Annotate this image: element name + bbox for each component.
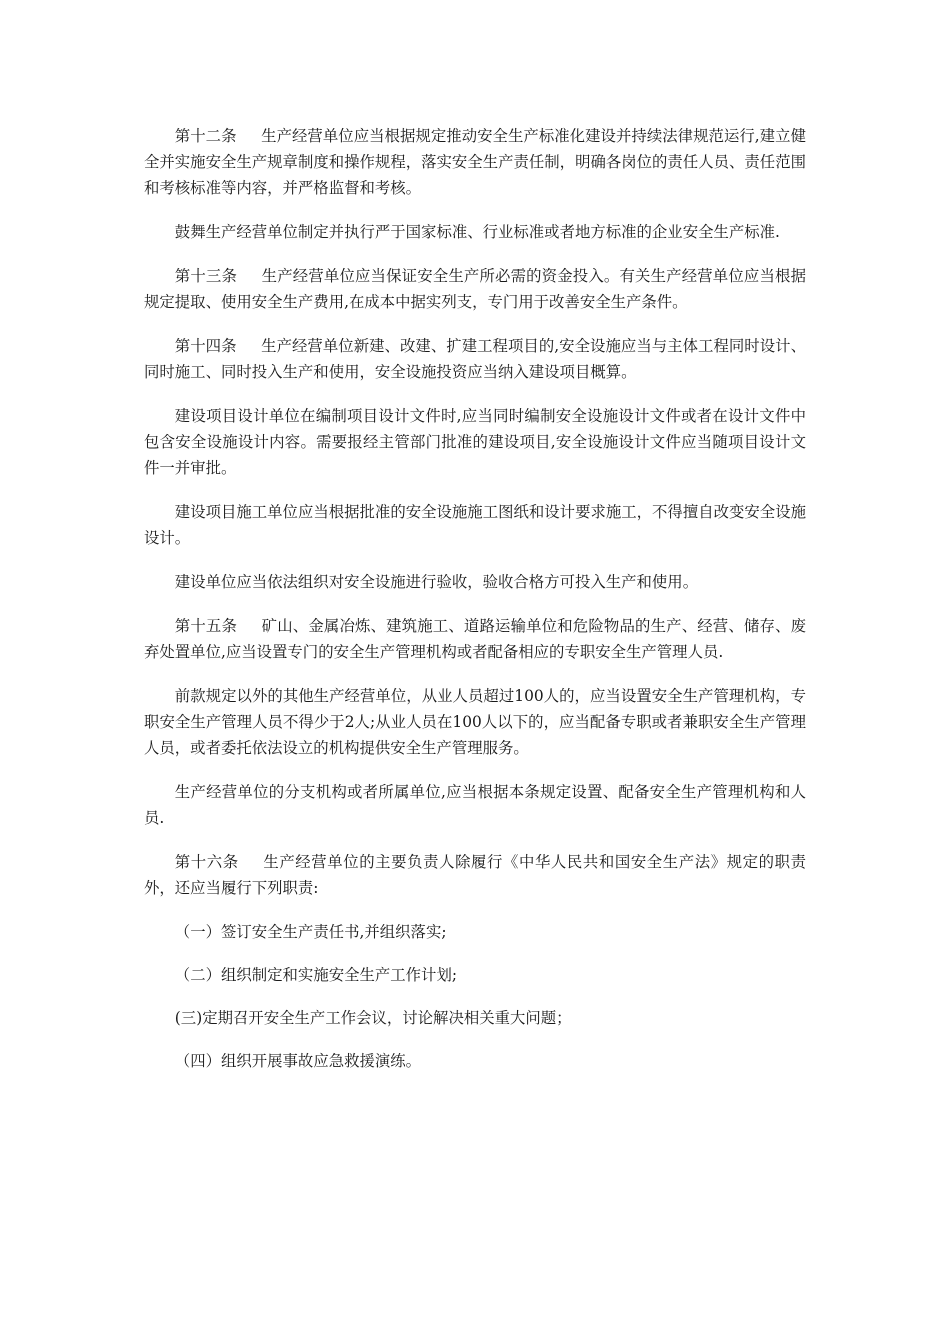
article-number: 第十四条 bbox=[174, 337, 237, 355]
paragraph-article-15 bbox=[144, 613, 806, 665]
paragraph bbox=[144, 683, 806, 761]
paragraph-text: 生产经营单位应当保证安全生产所必需的资金投入。有关生产经营单位应当根据规定提取、使用安全生产费用,在成本中据实列支，专门用于改善安全生产条件。 bbox=[144, 267, 806, 311]
list-item bbox=[144, 1048, 806, 1074]
list-item bbox=[144, 1005, 806, 1031]
list-item-text: （一）签订安全生产责任书,并组织落实; bbox=[174, 923, 447, 941]
paragraph bbox=[144, 569, 806, 595]
list-item-text: (三)定期召开安全生产工作会议，讨论解决相关重大问题； bbox=[174, 1009, 572, 1027]
paragraph-text: 生产经营单位新建、改建、扩建工程项目的,安全设施应当与主体工程同时设计、同时施工、同时投入生产和使用，安全设施投资应当纳入建设项目概算。 bbox=[144, 337, 806, 381]
paragraph-text: 鼓舞生产经营单位制定并执行严于国家标准、行业标准或者地方标准的企业安全生产标准. bbox=[174, 223, 780, 241]
list-item bbox=[144, 919, 806, 945]
paragraph bbox=[144, 219, 806, 245]
paragraph-text: 前款规定以外的其他生产经营单位，从业人员超过100人的，应当设置安全生产管理机构，专职安全生产管理人员不得少于2人;从业人员在100人以下的，应当配备专职或者兼职安全生产管理人员，或者委托依法设立的机构提供安全生产管理服务。 bbox=[144, 687, 806, 757]
paragraph-article-12 bbox=[144, 123, 806, 201]
document-body bbox=[144, 123, 806, 1091]
paragraph-text: 建设项目设计单位在编制项目设计文件时,应当同时编制安全设施设计文件或者在设计文件中包含安全设施设计内容。需要报经主管部门批准的建设项目,安全设施设计文件应当随项目设计文件一并审批。 bbox=[144, 407, 806, 477]
paragraph-text: 建设项目施工单位应当根据批准的安全设施施工图纸和设计要求施工，不得擅自改变安全设施设计。 bbox=[144, 503, 806, 547]
list-item-text: （二）组织制定和实施安全生产工作计划; bbox=[174, 966, 458, 984]
paragraph-text: 生产经营单位的主要负责人除履行《中华人民共和国安全生产法》规定的职责外，还应当履行下列职责: bbox=[144, 853, 806, 897]
paragraph bbox=[144, 499, 806, 551]
paragraph bbox=[144, 779, 806, 831]
article-number: 第十六条 bbox=[174, 853, 239, 871]
paragraph-text: 建设单位应当依法组织对安全设施进行验收，验收合格方可投入生产和使用。 bbox=[174, 573, 699, 591]
list-item-text: （四）组织开展事故应急救援演练。 bbox=[174, 1052, 422, 1070]
list-item bbox=[144, 962, 806, 988]
article-number: 第十三条 bbox=[174, 267, 238, 285]
article-number: 第十五条 bbox=[174, 617, 238, 635]
article-number: 第十二条 bbox=[174, 127, 237, 145]
paragraph-article-13 bbox=[144, 263, 806, 315]
paragraph-text: 生产经营单位应当根据规定推动安全生产标准化建设并持续法律规范运行,建立健全并实施安全生产规章制度和操作规程，落实安全生产责任制，明确各岗位的责任人员、责任范围和考核标准等内容，并严格监督和考核。 bbox=[144, 127, 806, 197]
paragraph-text: 生产经营单位的分支机构或者所属单位,应当根据本条规定设置、配备安全生产管理机构和人员. bbox=[144, 783, 806, 827]
paragraph-article-16 bbox=[144, 849, 806, 901]
paragraph bbox=[144, 403, 806, 481]
paragraph-article-14 bbox=[144, 333, 806, 385]
paragraph-text: 矿山、金属冶炼、建筑施工、道路运输单位和危险物品的生产、经营、储存、废弃处置单位,应当设置专门的安全生产管理机构或者配备相应的专职安全生产管理人员. bbox=[144, 617, 806, 661]
